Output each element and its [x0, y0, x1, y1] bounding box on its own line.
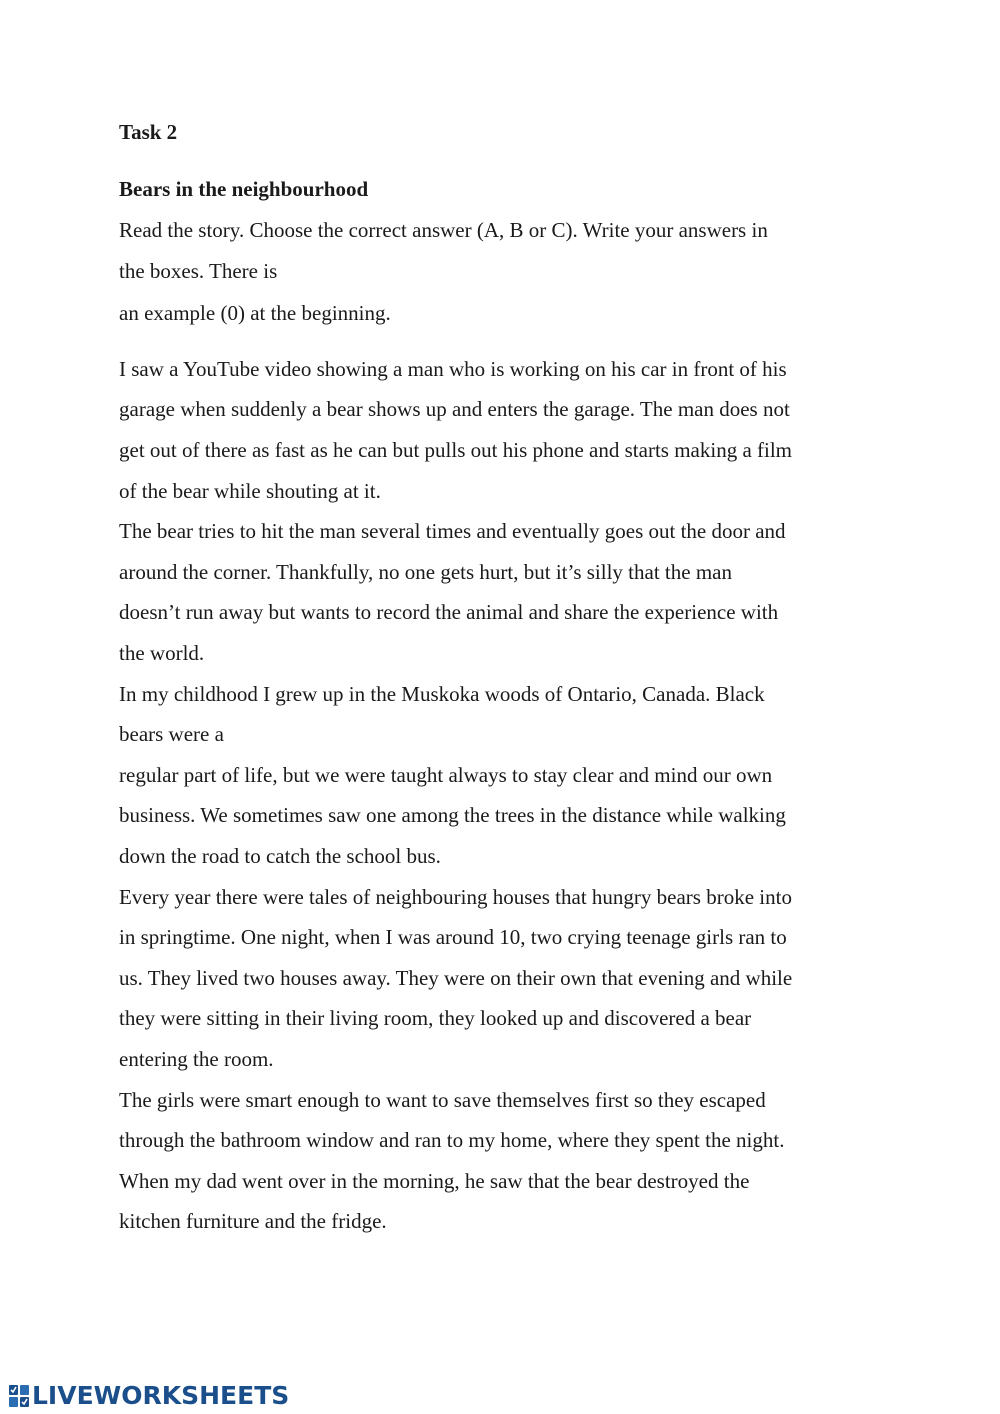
task-heading: Task 2: [119, 120, 178, 144]
story-line: they were sitting in their living room, they looked up and discovered a bear: [119, 1006, 752, 1030]
story-line: Every year there were tales of neighbouring houses that hungry bears broke into: [119, 885, 792, 909]
instruction-line: an example (0) at the beginning.: [119, 301, 391, 325]
story-line: The girls were smart enough to want to save themselves first so they escaped: [119, 1088, 766, 1112]
liveworksheets-logo-icon: [8, 1383, 30, 1409]
story-line: bears were a: [119, 722, 224, 746]
story-title: Bears in the neighbourhood: [119, 177, 369, 201]
story-line: get out of there as fast as he can but pulls out his phone and starts making a film: [119, 438, 793, 462]
story-line: in springtime. One night, when I was around 10, two crying teenage girls ran to: [119, 925, 787, 949]
story-line: entering the room.: [119, 1047, 274, 1071]
story-line: regular part of life, but we were taught always to stay clear and mind our own: [119, 763, 773, 787]
story-line: down the road to catch the school bus.: [119, 844, 441, 868]
instruction-line: the boxes. There is: [119, 259, 278, 283]
story-line: In my childhood I grew up in the Muskoka woods of Ontario, Canada. Black: [119, 682, 765, 706]
liveworksheets-logo[interactable]: [8, 1380, 289, 1412]
instruction-line: Read the story. Choose the correct answer (A, B or C). Write your answers in: [119, 218, 768, 242]
story-line: the world.: [119, 641, 205, 665]
story-line: us. They lived two houses away. They were on their own that evening and while: [119, 966, 793, 990]
story-line: through the bathroom window and ran to my home, where they spent the night.: [119, 1128, 785, 1152]
liveworksheets-brand-text: LIVEWORKSHEETS: [32, 1381, 290, 1410]
story-line: garage when suddenly a bear shows up and enters the garage. The man does not: [119, 397, 790, 421]
story-line: of the bear while shouting at it.: [119, 479, 381, 503]
story-line: doesn’t run away but wants to record the animal and share the experience with: [119, 600, 779, 624]
story-line: business. We sometimes saw one among the trees in the distance while walking: [119, 803, 786, 827]
story-line: I saw a YouTube video showing a man who is working on his car in front of his: [119, 357, 787, 381]
story-line: When my dad went over in the morning, he saw that the bear destroyed the: [119, 1169, 750, 1193]
story-line: around the corner. Thankfully, no one gets hurt, but it’s silly that the man: [119, 560, 732, 584]
story-line: The bear tries to hit the man several times and eventually goes out the door and: [119, 519, 786, 543]
story-line: kitchen furniture and the fridge.: [119, 1209, 387, 1233]
